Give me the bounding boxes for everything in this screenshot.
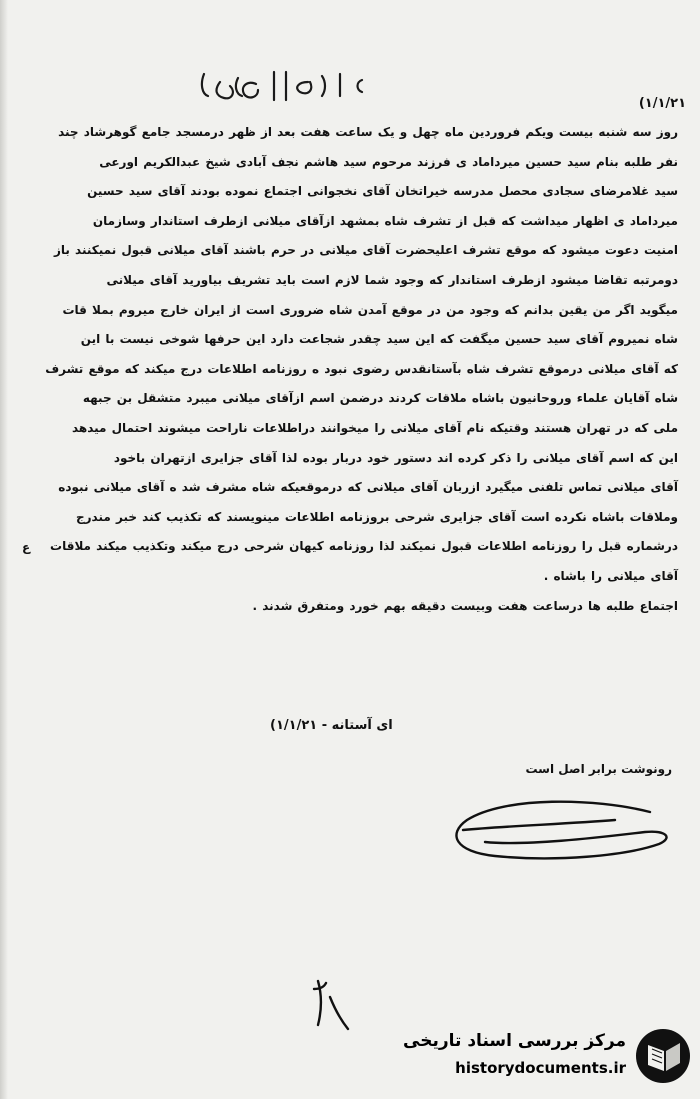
body-line: این که اسم آقای میلانی را ذکر کرده اند دستور خود دربار بوده لذا آقای جزایری ازتهران باخود <box>113 450 678 465</box>
copy-certification-note: رونوشت برابر اصل است <box>525 762 672 776</box>
margin-mark: ع <box>22 540 31 554</box>
body-line: درشماره قبل را روزنامه اطلاعات قبول نمیکند لذا روزنامه کیهان شرحی درج میکند وتکذیب میکند ملاقات <box>50 539 678 554</box>
handwritten-heading-mark <box>190 62 370 110</box>
scan-edge-shadow <box>0 0 8 1099</box>
document-date: ۱/۱/۲۱) <box>638 96 686 111</box>
body-line: که آقای میلانی درموقع تشرف شاه بآستانقدس رضوی نبود ه روزنامه اطلاعات درج میکند که موقع تشرف <box>45 361 678 376</box>
book-emblem-icon <box>634 1027 692 1085</box>
body-line: وملاقات باشاه نکرده است آقای جزایری شرحی بروزنامه اطلاعات مینویسند که تکذیب کند خبر مندرج <box>75 509 678 524</box>
signature-scribble <box>445 790 675 885</box>
body-line: میگوید اگر من یقین بدانم که وجود من در موقع آمدن شاه ضروری است از ایران خارج میروم بملا قات <box>62 302 678 317</box>
archive-watermark <box>403 1027 692 1085</box>
body-line: نفر طلبه بنام سید حسین میرداماد ی فرزند مرحوم سید هاشم نجف آبادی شیخ عبدالکریم اورعی <box>99 154 678 169</box>
watermark-url: historydocuments.ir <box>455 1059 626 1077</box>
body-line: آقای میلانی تماس تلفنی میگیرد ازربان آقای میلانی که درموقعیکه شاه مشرف شد ه آقای میلانی نبوده <box>58 480 678 495</box>
body-line: امنیت دعوت میشود که موقع تشرف اعلیحضرت آقای میلانی در حرم باشند آقای میلانی قبول نمیکنند باز <box>53 243 678 258</box>
body-line: ملی که در تهران هستند وقتیکه نام آقای میلانی را میخوانند دراطلاعات ناراحت میشوند احتمال میدهد <box>71 420 678 435</box>
body-line: روز سه شنبه بیست ویکم فروردین ماه چهل و یک ساعت هفت بعد از ظهر درمسجد جامع گوهرشاد چند <box>58 125 678 139</box>
body-line: شاه نمیروم آقای سید حسین میگفت که این سید چقدر شجاعت دارد این حرفها شوخی نیست با این <box>80 332 678 347</box>
footer-date: ای آستانه - ۱/۱/۲۱) <box>270 718 393 733</box>
watermark-title: مرکز بررسی اسناد تاریخی <box>403 1031 626 1051</box>
body-line: میرداماد ی اظهار میداشت که قبل از تشرف شاه بمشهد ازآقای میلانی ازطرف استاندار وسازمان <box>92 213 678 228</box>
body-line: شاه آقایان علماء وروحانیون باشاه ملاقات کردند درضمن اسم ازآقای میلانی میبرد متشقل بن جبهه <box>82 391 678 406</box>
body-line: سید غلامرضای سجادی محصل مدرسه خیراتخان آقای نخجوانی اجتماع نموده بودند آقای سید حسین <box>87 184 678 199</box>
pen-mark <box>300 975 360 1035</box>
body-line: آقای میلانی را باشاه . <box>543 568 678 583</box>
body-line: دومرتبه تقاضا میشود ازطرف استاندار که وجود شما لازم است باید تشریف بیاورید آقای میلانی <box>106 272 678 287</box>
body-line: اجتماع طلبه ها درساعت هفت وبیست دقیقه بهم خورد ومتفرق شدند . <box>252 598 678 613</box>
document-body <box>30 118 678 621</box>
